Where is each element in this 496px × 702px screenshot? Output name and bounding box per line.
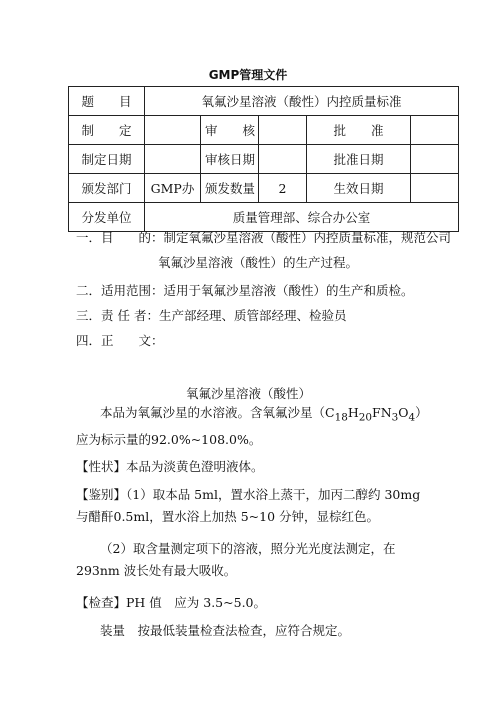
document-info-table [68, 86, 459, 232]
approved-date-value [411, 145, 459, 174]
intro-text-post: ）应为标示量的92.0%~108.0%。 [76, 405, 428, 447]
effective-date-label: 生效日期 [307, 174, 411, 203]
purpose-line-1: 一．目 的：制定氧氟沙星溶液（酸性）内控质量标准，规范公司 [76, 230, 452, 245]
distribution-label: 分发单位 [69, 203, 145, 232]
issue-quantity-label: 颁发数量 [201, 174, 259, 203]
table-row-dates [69, 145, 459, 174]
effective-date-value [411, 174, 459, 203]
chemical-formula: $C_{18}H_{20}FN_3O_4$ [325, 405, 416, 424]
reviewed-label: 审 核 [201, 116, 259, 145]
prepared-label: 制 定 [69, 116, 145, 145]
prepared-value [145, 116, 201, 145]
properties-line: 【性状】本品为淡黄色澄明液体。 [76, 459, 264, 474]
identification-2: （2）取含量测定项下的溶液，照分光光度法测定，在 293nm 波长处有最大吸收。 [76, 541, 396, 578]
prepared-date-label: 制定日期 [69, 145, 145, 174]
filling-line: 装量 按最低装量检查法检查，应符合规定。 [100, 623, 351, 638]
issuing-dept-label: 颁发部门 [69, 174, 145, 203]
approved-value [411, 116, 459, 145]
issue-quantity-value: 2 [259, 174, 307, 203]
product-title: 氧氟沙星溶液（酸性） [186, 386, 312, 401]
approved-label: 批 准 [307, 116, 411, 145]
table-row-title [69, 87, 459, 116]
purpose-line-2: 氧氟沙星溶液（酸性）的生产过程。 [158, 255, 359, 270]
identification-1: 【鉴别】（1）取本品 5ml，置水浴上蒸干，加丙二醇约 30mg 与醋酐0.5ml，置水浴上加热 5~10 分钟，显棕红色。 [76, 487, 421, 524]
prepared-date-value [145, 145, 201, 174]
document-header: GMP管理文件 [208, 68, 288, 82]
reviewed-date-label: 审核日期 [201, 145, 259, 174]
table-row-issue [69, 174, 459, 203]
table-row-prepared [69, 116, 459, 145]
intro-paragraph [76, 402, 428, 451]
title-label: 题 目 [69, 87, 145, 116]
body-heading: 四．正 文： [76, 333, 164, 348]
scope-line: 二．适用范围：适用于氧氟沙星溶液（酸性）的生产和质检。 [76, 283, 414, 298]
reviewed-value [259, 116, 307, 145]
reviewed-date-value [259, 145, 307, 174]
issuing-dept-value: GMP办 [145, 174, 201, 203]
responsible-line: 三．责 任 者：生产部经理、质管部经理、检验员 [76, 308, 347, 323]
intro-text-pre: 本品为氧氟沙星的水溶液。含氧氟沙星（ [100, 405, 326, 420]
inspection-line: 【检查】PH 值 应为 3.5~5.0。 [76, 595, 266, 610]
title-value: 氧氟沙星溶液（酸性）内控质量标准 [145, 87, 459, 116]
approved-date-label: 批准日期 [307, 145, 411, 174]
distribution-value: 质量管理部、综合办公室 [145, 203, 459, 232]
